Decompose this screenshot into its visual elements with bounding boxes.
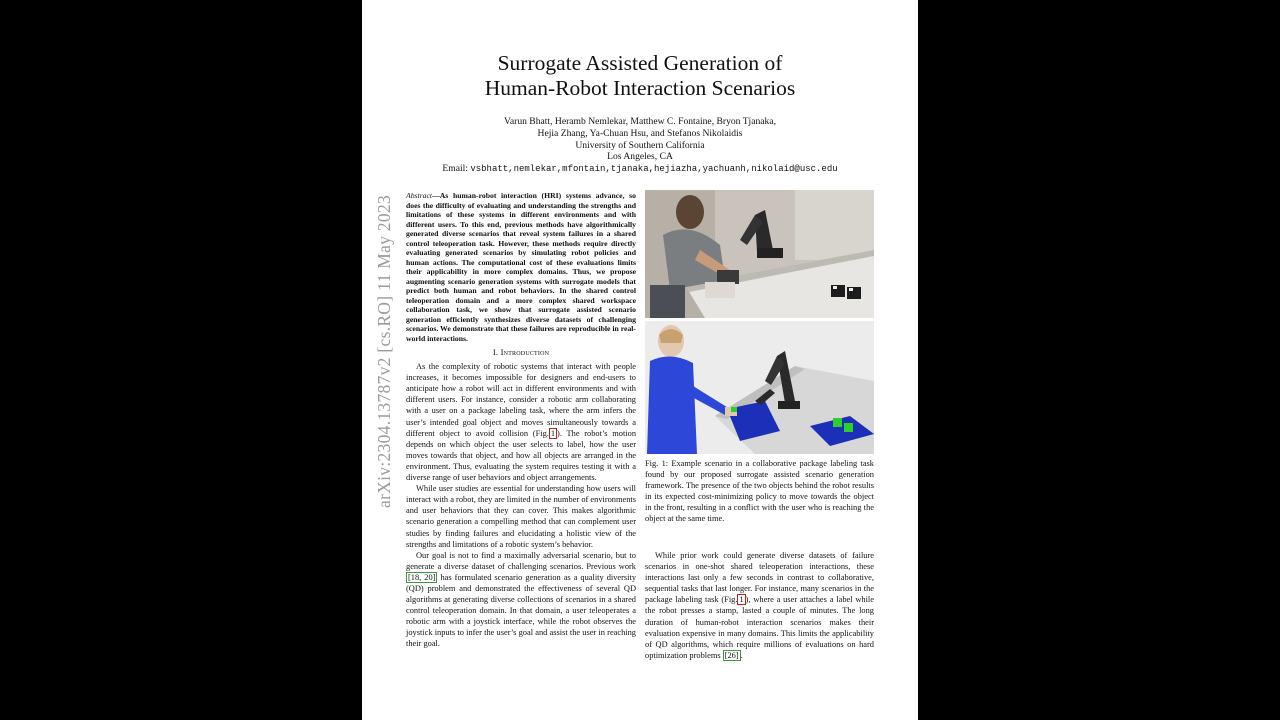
- real-scene-illustration: [645, 190, 874, 318]
- intro-p3-text-a: Our goal is not to find a maximally adversarial scenario, but to generate a diverse dataset of challenging scenarios. Previous work: [406, 550, 636, 571]
- intro-p1-text-b: ). The robot’s motion depends on which object the user selects to label, how the user moves towards that object, and how all objects are arranged in the environment. Thus, evaluating the system requires testing it with a diverse range of user behaviors and object arrangements.: [406, 428, 637, 483]
- paper-page: [362, 0, 918, 720]
- section-heading: [406, 347, 636, 358]
- section-number: I.: [492, 347, 499, 357]
- title-line-2: Human-Robot Interaction Scenarios: [484, 76, 796, 100]
- abstract: [406, 191, 636, 343]
- affiliation: University of Southern California: [575, 139, 705, 151]
- left-column: [406, 191, 636, 650]
- abstract-text: —As human-robot interaction (HRI) systems advance, so does the difficulty of evaluating and understanding the strengths and limitations of these systems in different environments and with different users. To this end, previous methods have algorithmically generated diverse scenarios that reveal system failures in a shared control teleoperation task. However, these methods require directly evaluating generated scenarios by simulating robot policies and human actions. The computational cost of these evaluations limits their applicability in more complex domains. Thus, we propose augmenting scenario generation systems with surrogate models that predict both human and robot behaviors. In the shared control teleoperation domain and a more complex shared workspace collaboration task, we show that surrogate assisted scenario generation efficiently synthesizes diverse datasets of challenging scenarios. We demonstrate that these failures are reproducible in real-world interactions.: [406, 191, 636, 343]
- authors-line-2: Hejia Zhang, Ya-Chuan Hsu, and Stefanos Nikolaidis: [537, 127, 743, 139]
- authors-line-1: Varun Bhatt, Heramb Nemlekar, Matthew C. Fontaine, Bryon Tjanaka,: [504, 116, 776, 127]
- intro-paragraph-1: [406, 361, 636, 483]
- abstract-lead: Abstract: [406, 191, 433, 200]
- intro-p3-text-b: has formulated scenario generation as a quality diversity (QD) problem and demonstrated the effectiveness of several QD algorithms at generating diverse collections of scenarios in a shared control teleoperation domain. In that domain, a user teleoperates a robotic arm with a joystick interface, while the robot observes the joystick inputs to infer the user’s goal and assist the user in reaching their goal.: [406, 572, 637, 649]
- intro-p1-text-a: As the complexity of robotic systems that interact with people increases, it becomes impossible for designers and end-users to anticipate how a robot will act in different environments and with different users. For instance, consider a robotic arm collaborating with a user on a package labeling task, where the arm infers the user’s intended goal object and moves simultaneously towards a different object to avoid collision (Fig.: [406, 362, 636, 438]
- simulation-illustration: [645, 321, 874, 454]
- right-p1-text-a: While prior work could generate diverse datasets of failure scenarios in one-shot shared teleoperation interactions, these interactions last only a few seconds in contrast to collaborative, sequential tasks that last longer. For instance, many scenarios in the package labeling task (Fig.: [645, 551, 874, 605]
- author-block: [362, 116, 918, 176]
- location: Los Angeles, CA: [607, 151, 673, 163]
- figure-simulation-render: [645, 321, 874, 454]
- email-label: Email:: [442, 163, 468, 175]
- email-addresses[interactable]: vsbhatt,nemlekar,mfontain,tjanaka,hejiazha,yachuanh,nikolaid@usc.edu: [470, 164, 838, 175]
- section-title: Introduction: [500, 347, 550, 357]
- right-paragraph-1: [645, 550, 874, 661]
- right-p1-end: .: [740, 650, 743, 660]
- citation-link[interactable]: [18, 20]: [408, 572, 436, 582]
- figure-caption: Fig. 1: Example scenario in a collaborative package labeling task found by our proposed surrogate assisted scenario generation framework. The presence of the two objects behind the robot results in its expected cost-minimizing policy to move towards the object in the front, resulting in a conflict with the user who is reaching the object at the same time.: [645, 459, 874, 524]
- intro-paragraph-2: While user studies are essential for understanding how users will interact with a robot, they are limited in the number of environments and user behaviors that they can cover. This makes algorithmic scenario generation a compelling method that can complement user studies by finding failures and elucidating a holistic view of the strengths and limitations of a robotic system’s behavior.: [406, 484, 636, 549]
- email-line: [362, 163, 918, 176]
- arxiv-stamp: arXiv:2304.13787v2 [cs.RO] 11 May 2023: [374, 194, 394, 508]
- title-line-1: Surrogate Assisted Generation of: [497, 51, 783, 75]
- figure-reference-link[interactable]: 1: [739, 595, 744, 605]
- figure-photo-real: [645, 190, 874, 318]
- right-column: [645, 550, 874, 661]
- citation-link[interactable]: [26]: [724, 650, 739, 660]
- figure-reference-link[interactable]: 1: [550, 428, 556, 438]
- intro-paragraph-3: [406, 550, 636, 650]
- paper-title: [362, 51, 918, 101]
- right-p1-text-b: ), where a user attaches a label while the robot presses a stamp, lasted a couple of minutes. The long duration of human-robot interaction scenarios makes their evaluation expensive in many domains. This limits the applicability of QD algorithms, which require millions of evaluations on hard optimization problems: [645, 595, 874, 660]
